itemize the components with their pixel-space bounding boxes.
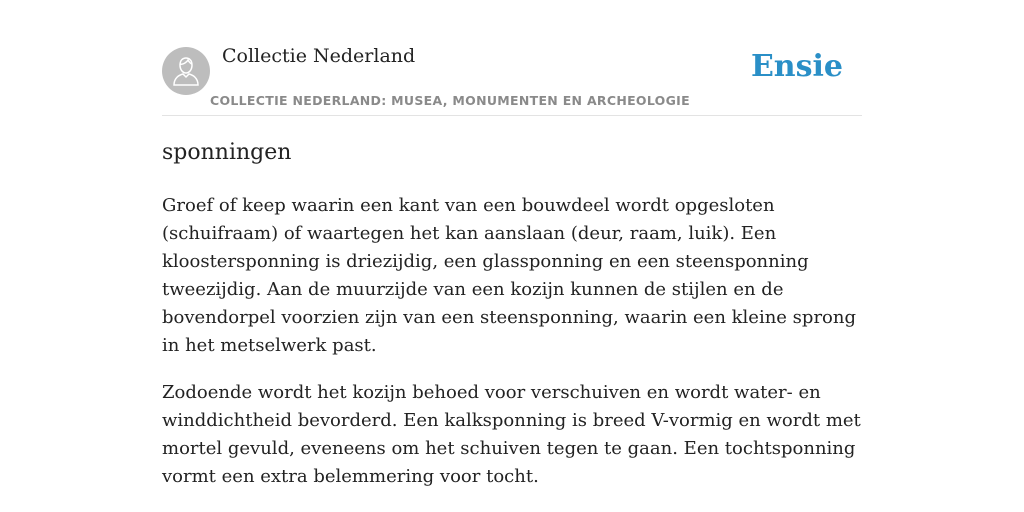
author-name[interactable]: Collectie Nederland — [222, 45, 416, 67]
entry-header — [162, 0, 862, 116]
site-logo[interactable]: Ensie — [750, 49, 843, 84]
user-icon — [172, 56, 200, 86]
entry-page — [162, 0, 862, 487]
definition-paragraph-2: Zodoende wordt het kozijn behoed voor verschuiven en wordt water- en winddichtheid bevorderd. Een kalksponning is breed V-vormig en wordt met mortel gevuld, eveneens om het schuiven tegen te gaan. Een tochtsponning vormt een extra belemmering voor tocht. — [162, 382, 861, 487]
definition-paragraph-1: Groef of keep waarin een kant van een bouwdeel wordt opgesloten (schuifraam) of waartegen het kan aanslaan (deur, raam, luik). Een kloostersponning is driezijdig, een glassponning en een steensponning tweezijdig. Aan de muurzijde van een kozijn kunnen de stijlen en de bovendorpel voorzien zijn van een steensponning, waarin een kleine sprong in het metselwerk past. — [162, 195, 857, 356]
avatar[interactable] — [162, 47, 210, 95]
author-subtitle[interactable]: COLLECTIE NEDERLAND: MUSEA, MONUMENTEN EN ARCHEOLOGIE — [210, 93, 690, 108]
entry-definition — [162, 192, 862, 510]
entry-term: sponningen — [162, 140, 292, 165]
